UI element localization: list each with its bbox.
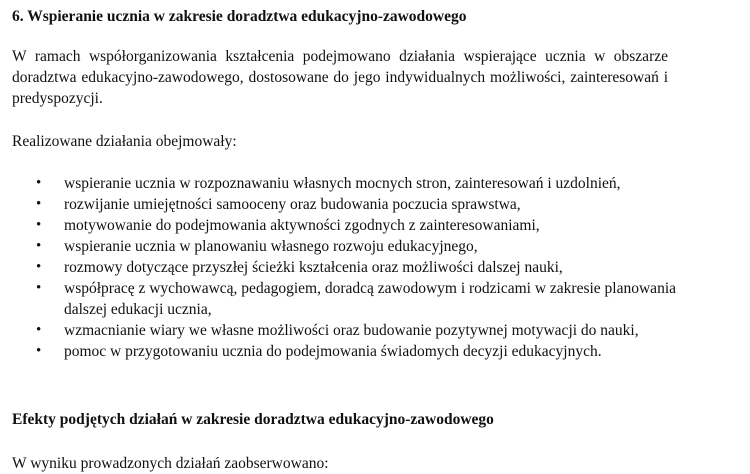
list-item-text: rozwijanie umiejętności samooceny oraz budowania poczucia sprawstwa,: [64, 196, 521, 213]
bullet-icon: •: [36, 259, 42, 275]
bullet-icon: •: [36, 280, 42, 296]
effects-heading: Efekty podjętych działań w zakresie doradztwa edukacyjno-zawodowego: [12, 411, 494, 428]
bullet-icon: •: [36, 322, 42, 338]
list-item: [0, 320, 750, 341]
list-item-text: wspieranie ucznia w rozpoznawaniu własnych mocnych stron, zainteresowań i uzdolnień,: [64, 175, 621, 192]
list-item: [0, 341, 750, 362]
activities-list: [0, 173, 750, 362]
effects-intro: W wyniku prowadzonych działań zaobserwowano:: [12, 455, 329, 472]
list-item-text: współpracę z wychowawcą, pedagogiem, doradcą zawodowym i rodzicami w zakresie planowania dalszej edukacji ucznia,: [64, 280, 677, 318]
list-item-text: pomoc w przygotowaniu ucznia do podejmowania świadomych decyzji edukacyjnych.: [64, 343, 602, 360]
intro-paragraph: W ramach współorganizowania kształcenia podejmowano działania wspierające ucznia w obszarze doradztwa edukacyjno-zawodowego, dostosowane do jego indywidualnych możliwości, zainteresowań i predyspozycji.: [12, 48, 668, 107]
list-item: [0, 215, 750, 236]
list-item-text: wspieranie ucznia w planowaniu własnego rozwoju edukacyjnego,: [64, 238, 478, 255]
section-heading: 6. Wspieranie ucznia w zakresie doradztwa edukacyjno-zawodowego: [12, 8, 467, 25]
list-item-text: wzmacnianie wiary we własne możliwości oraz budowanie pozytywnej motywacji do nauki,: [64, 322, 639, 339]
list-item: [0, 257, 750, 278]
list-item: [0, 236, 750, 257]
list-item: [0, 278, 750, 320]
bullet-icon: •: [36, 238, 42, 254]
bullet-icon: •: [36, 175, 42, 191]
list-item-text: motywowanie do podejmowania aktywności zgodnych z zainteresowaniami,: [64, 217, 540, 234]
bullet-icon: •: [36, 196, 42, 212]
bullet-icon: •: [36, 217, 42, 233]
list-item: [0, 173, 750, 194]
activities-intro: Realizowane działania obejmowały:: [12, 133, 237, 150]
bullet-icon: •: [36, 343, 42, 359]
list-item: [0, 194, 750, 215]
list-item-text: rozmowy dotyczące przyszłej ścieżki kształcenia oraz możliwości dalszej nauki,: [64, 259, 563, 276]
